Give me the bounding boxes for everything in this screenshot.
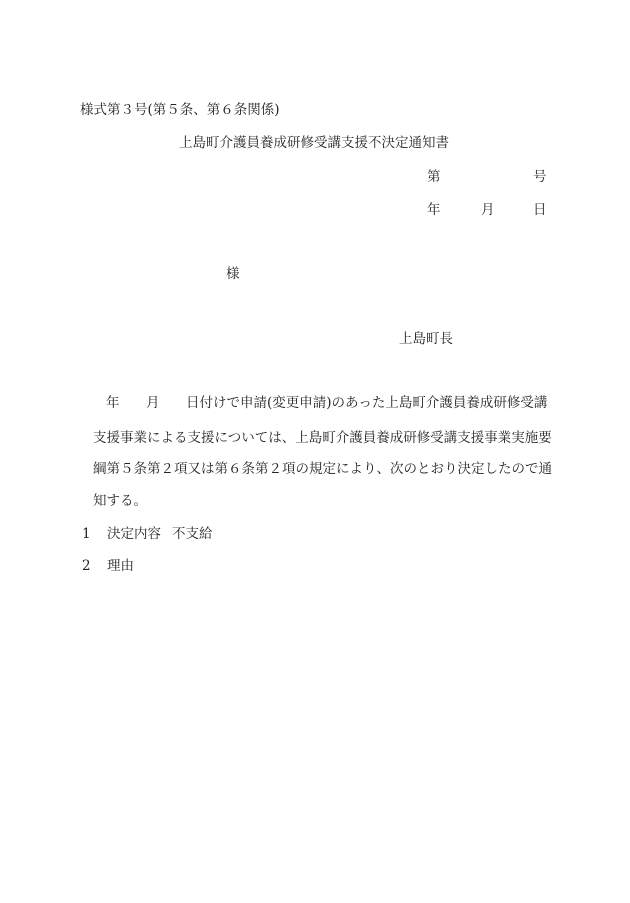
item-2-number: 2 [82, 558, 91, 574]
issuer-name: 上島町長 [399, 331, 453, 347]
document-title: 上島町介護員養成研修受講支援不決定通知書 [179, 135, 449, 151]
item-2-label: 理由 [107, 558, 134, 574]
doc-number-dai: 第 [427, 169, 441, 185]
body-line-4: 知する。 [93, 493, 147, 509]
recipient-suffix: 様 [226, 266, 240, 282]
item-1-value: 不支給 [172, 526, 213, 542]
date-month: 月 [481, 202, 495, 218]
body-line-1: 日付けで申請(変更申請)のあった上島町介護員養成研修受講 [186, 395, 548, 411]
item-1-number: 1 [82, 526, 91, 542]
body-line-2: 支援事業による支援については、上島町介護員養成研修受講支援事業実施要 [93, 430, 552, 446]
item-1-label: 決定内容 [107, 526, 161, 542]
date-year: 年 [427, 202, 441, 218]
body-line-3: 綱第５条第２項又は第６条第２項の規定により、次のとおり決定したので通 [93, 461, 552, 477]
date-day: 日 [533, 202, 547, 218]
body-year: 年 [106, 395, 120, 411]
doc-number-go: 号 [533, 169, 547, 185]
form-label: 様式第３号(第５条、第６条関係) [80, 102, 280, 118]
body-month: 月 [146, 395, 160, 411]
